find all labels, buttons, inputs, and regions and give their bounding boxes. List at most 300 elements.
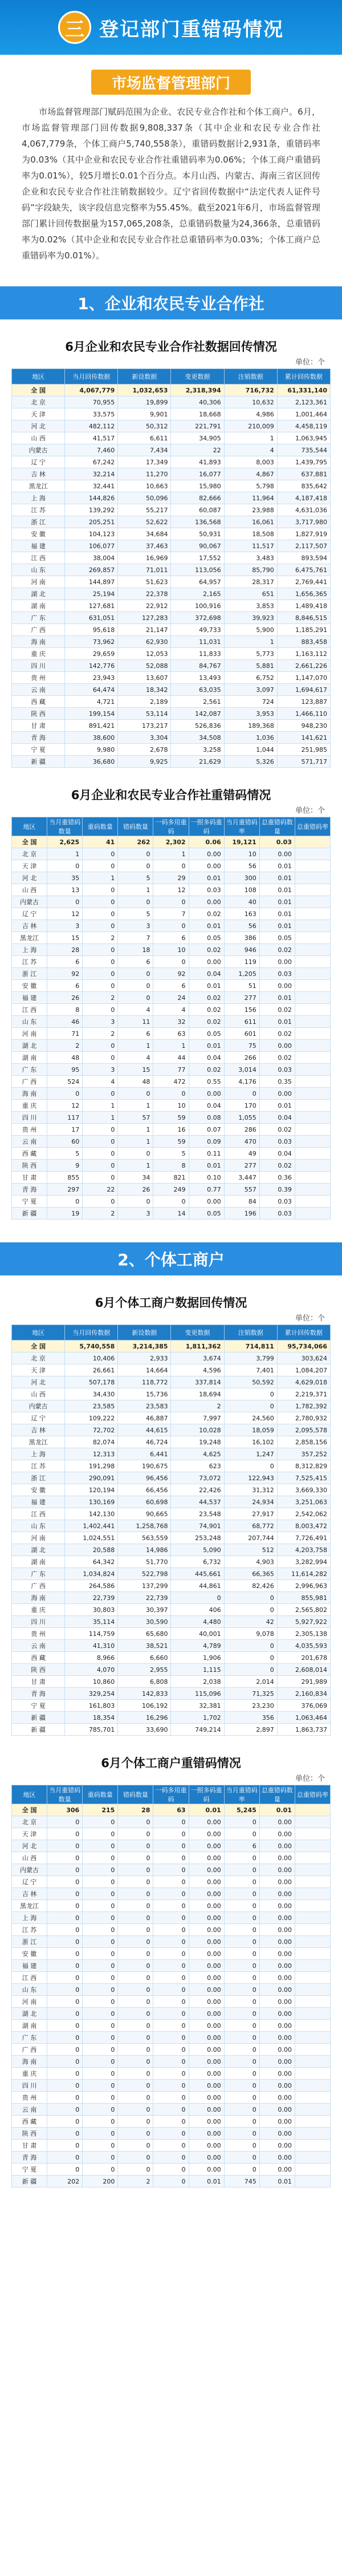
value-cell: 2,038 bbox=[171, 1676, 224, 1688]
value-cell: 0.00 bbox=[259, 2140, 295, 2152]
region-cell: 湖 北 bbox=[12, 2008, 47, 2020]
value-cell: 16 bbox=[153, 1124, 189, 1136]
value-cell: 0 bbox=[153, 1088, 189, 1100]
value-cell: 64,474 bbox=[65, 684, 118, 696]
value-cell: 0.00 bbox=[259, 980, 295, 992]
value-cell: 0 bbox=[47, 1936, 83, 1948]
value-cell: 19 bbox=[47, 1208, 83, 1220]
region-cell: 湖 南 bbox=[12, 600, 65, 612]
value-cell: 7,434 bbox=[118, 444, 171, 456]
value-cell: 0 bbox=[224, 1936, 259, 1948]
value-cell: 1 bbox=[118, 1100, 153, 1112]
value-cell: 0 bbox=[118, 2140, 153, 2152]
value-cell: 0 bbox=[83, 1828, 118, 1840]
table-row bbox=[12, 1196, 331, 1208]
value-cell: 724 bbox=[224, 696, 277, 708]
value-cell: 1,489,418 bbox=[277, 600, 330, 612]
value-cell: 0 bbox=[153, 1196, 189, 1208]
value-cell: 3,717,980 bbox=[277, 516, 330, 528]
value-cell bbox=[295, 872, 330, 884]
table-row bbox=[12, 480, 331, 492]
region-cell: 湖 北 bbox=[12, 1544, 65, 1556]
value-cell: 77 bbox=[153, 1064, 189, 1076]
value-cell: 17,552 bbox=[171, 552, 224, 564]
value-cell: 0 bbox=[47, 2140, 83, 2152]
value-cell: 6,441 bbox=[118, 1448, 171, 1460]
value-cell: 0.00 bbox=[259, 2116, 295, 2128]
value-cell: 2 bbox=[47, 1040, 83, 1052]
value-cell: 118,772 bbox=[118, 1376, 171, 1388]
table-row bbox=[12, 836, 331, 848]
value-cell: 0 bbox=[153, 1936, 189, 1948]
value-cell: 0.01 bbox=[259, 992, 295, 1004]
value-cell: 0.00 bbox=[259, 2020, 295, 2032]
region-cell: 辽 宁 bbox=[12, 456, 65, 468]
value-cell: 406 bbox=[171, 1604, 224, 1616]
value-cell: 16,296 bbox=[118, 1712, 171, 1724]
value-cell: 0 bbox=[118, 1912, 153, 1924]
value-cell: 1,702 bbox=[171, 1712, 224, 1724]
value-cell: 0.03 bbox=[259, 1064, 295, 1076]
value-cell: 67,242 bbox=[65, 456, 118, 468]
table-row bbox=[12, 1640, 331, 1652]
value-cell: 11 bbox=[118, 1016, 153, 1028]
value-cell: 253,248 bbox=[171, 1532, 224, 1544]
table-row bbox=[12, 1208, 331, 1220]
value-cell: 0 bbox=[153, 1900, 189, 1912]
value-cell: 0 bbox=[224, 1388, 277, 1400]
value-cell: 0.00 bbox=[259, 1960, 295, 1972]
value-cell: 749,214 bbox=[171, 1724, 224, 1736]
value-cell: 84 bbox=[224, 1196, 259, 1208]
region-cell: 青 海 bbox=[12, 1184, 47, 1196]
value-cell: 0.00 bbox=[189, 1972, 224, 1984]
region-cell: 安 徽 bbox=[12, 1484, 65, 1496]
value-cell: 0 bbox=[47, 1972, 83, 1984]
region-cell: 四 川 bbox=[12, 1616, 65, 1628]
table3-title: 6月个体工商户数据回传情况 bbox=[95, 1296, 247, 1310]
table3 bbox=[11, 1325, 331, 1736]
value-cell: 22,378 bbox=[118, 588, 171, 600]
table-row bbox=[12, 1436, 331, 1448]
value-cell: 0.00 bbox=[189, 2008, 224, 2020]
value-cell: 0.00 bbox=[259, 1840, 295, 1852]
table-row bbox=[12, 1028, 331, 1040]
value-cell: 0 bbox=[153, 1924, 189, 1936]
table-row bbox=[12, 720, 331, 732]
value-cell: 948,230 bbox=[277, 720, 330, 732]
value-cell: 785,701 bbox=[65, 1724, 118, 1736]
value-cell: 0 bbox=[224, 2008, 259, 2020]
table-row bbox=[12, 2044, 331, 2056]
value-cell: 0 bbox=[83, 1864, 118, 1876]
region-cell: 天 津 bbox=[12, 860, 47, 872]
value-cell: 1 bbox=[118, 884, 153, 896]
region-cell: 广 西 bbox=[12, 1580, 65, 1592]
value-cell: 95,734,066 bbox=[277, 1340, 330, 1352]
value-cell: 10,632 bbox=[224, 396, 277, 408]
value-cell: 12,313 bbox=[65, 1448, 118, 1460]
value-cell: 11,833 bbox=[171, 648, 224, 660]
value-cell: 5,798 bbox=[224, 480, 277, 492]
section-banner-enterprise: 1、企业和农民专业合作社 bbox=[0, 286, 342, 319]
value-cell: 306 bbox=[47, 1804, 83, 1816]
table-row bbox=[12, 1996, 331, 2008]
value-cell: 0 bbox=[153, 1864, 189, 1876]
value-cell: 0 bbox=[83, 1136, 118, 1148]
value-cell: 41,310 bbox=[65, 1640, 118, 1652]
value-cell bbox=[295, 2176, 330, 2188]
value-cell: 0 bbox=[83, 920, 118, 932]
value-cell: 0 bbox=[224, 1864, 259, 1876]
value-cell: 29,659 bbox=[65, 648, 118, 660]
column-header: 一照多码重码 bbox=[189, 817, 224, 836]
value-cell: 40,306 bbox=[171, 396, 224, 408]
table-row bbox=[12, 1924, 331, 1936]
table-row bbox=[12, 396, 331, 408]
region-cell: 浙 江 bbox=[12, 516, 65, 528]
value-cell: 2,780,932 bbox=[277, 1412, 330, 1424]
value-cell: 199,154 bbox=[65, 708, 118, 720]
value-cell: 163 bbox=[224, 908, 259, 920]
table-row bbox=[12, 1972, 331, 1984]
table-row bbox=[12, 2176, 331, 2188]
value-cell: 1,247 bbox=[224, 1448, 277, 1460]
table-row bbox=[12, 1628, 331, 1640]
region-cell: 陕 西 bbox=[12, 1664, 65, 1676]
value-cell: 3,483 bbox=[224, 552, 277, 564]
table-row bbox=[12, 1888, 331, 1900]
value-cell: 0.02 bbox=[259, 1124, 295, 1136]
region-cell: 黑龙江 bbox=[12, 480, 65, 492]
value-cell: 0.00 bbox=[189, 2164, 224, 2176]
value-cell bbox=[295, 944, 330, 956]
value-cell: 0 bbox=[224, 2056, 259, 2068]
value-cell: 266 bbox=[224, 1052, 259, 1064]
value-cell: 13,493 bbox=[171, 672, 224, 684]
value-cell: 0.00 bbox=[259, 2128, 295, 2140]
table-row bbox=[12, 732, 331, 744]
table-row bbox=[12, 2092, 331, 2104]
table-row bbox=[12, 672, 331, 684]
value-cell: 0 bbox=[47, 1088, 83, 1100]
value-cell: 0.00 bbox=[189, 2140, 224, 2152]
value-cell: 1 bbox=[118, 1124, 153, 1136]
table-row bbox=[12, 1004, 331, 1016]
value-cell: 0.01 bbox=[259, 896, 295, 908]
value-cell: 34,905 bbox=[171, 432, 224, 444]
value-cell: 4,187,418 bbox=[277, 492, 330, 504]
value-cell: 5 bbox=[118, 872, 153, 884]
value-cell: 106,077 bbox=[65, 540, 118, 552]
value-cell: 0.00 bbox=[259, 2044, 295, 2056]
value-cell: 0.10 bbox=[189, 1172, 224, 1184]
value-cell: 2,678 bbox=[118, 744, 171, 756]
value-cell bbox=[295, 1960, 330, 1972]
column-header: 注销数据 bbox=[224, 369, 277, 384]
value-cell: 104,123 bbox=[65, 528, 118, 540]
table-row bbox=[12, 968, 331, 980]
region-cell: 黑龙江 bbox=[12, 1900, 47, 1912]
value-cell: 32 bbox=[153, 1016, 189, 1028]
value-cell: 1,811,362 bbox=[171, 1340, 224, 1352]
column-header: 新设数据 bbox=[118, 369, 171, 384]
value-cell: 72,702 bbox=[65, 1424, 118, 1436]
value-cell: 735,544 bbox=[277, 444, 330, 456]
value-cell: 0 bbox=[47, 2104, 83, 2116]
value-cell: 4,903 bbox=[224, 1556, 277, 1568]
value-cell: 8,312,829 bbox=[277, 1460, 330, 1472]
value-cell bbox=[295, 1028, 330, 1040]
table-row bbox=[12, 896, 331, 908]
value-cell: 0.01 bbox=[189, 872, 224, 884]
value-cell: 601 bbox=[224, 1028, 259, 1040]
value-cell: 2,769,441 bbox=[277, 576, 330, 588]
region-cell: 甘 肃 bbox=[12, 720, 65, 732]
value-cell: 0 bbox=[118, 2092, 153, 2104]
table-row bbox=[12, 1960, 331, 1972]
value-cell: 6,752 bbox=[224, 672, 277, 684]
region-cell: 北 京 bbox=[12, 1352, 65, 1364]
value-cell: 41,893 bbox=[171, 456, 224, 468]
value-cell: 136,568 bbox=[171, 516, 224, 528]
value-cell: 16,061 bbox=[224, 516, 277, 528]
value-cell: 386 bbox=[224, 932, 259, 944]
value-cell: 10,663 bbox=[118, 480, 171, 492]
value-cell: 482,112 bbox=[65, 420, 118, 432]
value-cell: 0 bbox=[224, 1664, 277, 1676]
value-cell: 262 bbox=[118, 836, 153, 848]
value-cell: 2,661,226 bbox=[277, 660, 330, 672]
value-cell: 0 bbox=[83, 1948, 118, 1960]
value-cell: 10 bbox=[153, 944, 189, 956]
value-cell: 0 bbox=[224, 1652, 277, 1664]
region-cell: 内蒙古 bbox=[12, 444, 65, 456]
region-cell: 辽 宁 bbox=[12, 908, 47, 920]
value-cell: 0 bbox=[224, 1960, 259, 1972]
value-cell: 6 bbox=[224, 1840, 259, 1852]
value-cell: 0 bbox=[83, 2092, 118, 2104]
value-cell: 9,078 bbox=[224, 1628, 277, 1640]
value-cell: 4,789 bbox=[171, 1640, 224, 1652]
value-cell: 2 bbox=[83, 1208, 118, 1220]
value-cell: 114,759 bbox=[65, 1628, 118, 1640]
value-cell: 0 bbox=[224, 1984, 259, 1996]
value-cell: 0 bbox=[118, 2152, 153, 2164]
table-row bbox=[12, 1568, 331, 1580]
value-cell: 1,001,464 bbox=[277, 408, 330, 420]
region-cell: 吉 林 bbox=[12, 920, 47, 932]
value-cell: 0.00 bbox=[259, 956, 295, 968]
table-row bbox=[12, 1592, 331, 1604]
value-cell: 2,219,371 bbox=[277, 1388, 330, 1400]
region-cell: 天 津 bbox=[12, 1828, 47, 1840]
value-cell: 62,930 bbox=[118, 636, 171, 648]
value-cell: 2,858,156 bbox=[277, 1436, 330, 1448]
value-cell: 48 bbox=[47, 1052, 83, 1064]
table-row bbox=[12, 516, 331, 528]
value-cell: 34 bbox=[118, 1172, 153, 1184]
table-row bbox=[12, 1100, 331, 1112]
table-row bbox=[12, 1900, 331, 1912]
value-cell bbox=[295, 1160, 330, 1172]
value-cell: 18,354 bbox=[65, 1712, 118, 1724]
value-cell: 4,480 bbox=[171, 1616, 224, 1628]
value-cell bbox=[295, 1208, 330, 1220]
value-cell: 0.00 bbox=[189, 1828, 224, 1840]
value-cell: 1,063,464 bbox=[277, 1712, 330, 1724]
value-cell bbox=[295, 1136, 330, 1148]
value-cell: 821 bbox=[153, 1172, 189, 1184]
value-cell: 73,962 bbox=[65, 636, 118, 648]
value-cell: 0 bbox=[83, 2020, 118, 2032]
value-cell: 472 bbox=[153, 1076, 189, 1088]
region-cell: 山 东 bbox=[12, 1016, 47, 1028]
value-cell: 0.05 bbox=[189, 932, 224, 944]
value-cell: 0 bbox=[47, 2152, 83, 2164]
region-cell: 宁 夏 bbox=[12, 1700, 65, 1712]
table-header-row bbox=[12, 1785, 331, 1804]
value-cell: 23,230 bbox=[224, 1700, 277, 1712]
value-cell: 7,401 bbox=[224, 1364, 277, 1376]
value-cell: 0 bbox=[118, 2164, 153, 2176]
value-cell: 0 bbox=[224, 1972, 259, 1984]
value-cell: 0.02 bbox=[259, 1160, 295, 1172]
table-row bbox=[12, 1840, 331, 1852]
value-cell: 46,724 bbox=[118, 1436, 171, 1448]
value-cell: 4,596 bbox=[171, 1364, 224, 1376]
value-cell: 0 bbox=[224, 1900, 259, 1912]
value-cell: 29 bbox=[153, 872, 189, 884]
value-cell: 1,656,365 bbox=[277, 588, 330, 600]
region-cell: 湖 南 bbox=[12, 1052, 47, 1064]
value-cell: 49 bbox=[224, 1148, 259, 1160]
value-cell: 2,305,138 bbox=[277, 1628, 330, 1640]
value-cell: 92 bbox=[153, 968, 189, 980]
region-cell: 四 川 bbox=[12, 1112, 47, 1124]
value-cell: 0 bbox=[224, 2152, 259, 2164]
value-cell: 0.00 bbox=[259, 2152, 295, 2164]
table-row bbox=[12, 528, 331, 540]
value-cell: 0 bbox=[83, 1004, 118, 1016]
value-cell: 3,014 bbox=[224, 1064, 259, 1076]
value-cell: 0 bbox=[118, 968, 153, 980]
intro-paragraph: 市场监督管理部门赋码范围为企业、农民专业合作社和个体工商户。6月，市场监督管理部门回传数据9,808,337条（其中企业和农民专业合作社4,067,779条，个体工商户5,740,558条），重错码数据计2,931条，重错码率为0.03%（其中企业和农民专业合作社重错码率为0.06%；个体工商户重错码率为0.01%），较5月增长0.01个百分点。本月山西、内蒙古、海南三省区回传企业和农民专业合作社注销数据较少。辽宁省回传数据中“法定代表人证件号码”字段缺失，该字段信息完整率为55.45%。截至2021年6月，市场监督管理部门累计回传数据量为157,065,208条，总重错码数量为24,366条，总重错码率为0.02%（其中企业和农民专业合作社总重错码率为0.03%；个体工商户总重错码率为0.01%）。 bbox=[22, 107, 320, 261]
value-cell: 2,189 bbox=[118, 696, 171, 708]
value-cell: 1 bbox=[83, 1112, 118, 1124]
value-cell: 221,791 bbox=[171, 420, 224, 432]
value-cell: 215 bbox=[83, 1804, 118, 1816]
value-cell: 0 bbox=[47, 2164, 83, 2176]
value-cell: 2 bbox=[83, 932, 118, 944]
value-cell: 23,988 bbox=[224, 504, 277, 516]
value-cell: 0.00 bbox=[259, 1088, 295, 1100]
value-cell: 0.00 bbox=[259, 2056, 295, 2068]
value-cell: 0 bbox=[118, 1900, 153, 1912]
value-cell: 0 bbox=[153, 2044, 189, 2056]
value-cell: 6 bbox=[118, 956, 153, 968]
value-cell: 6,732 bbox=[171, 1556, 224, 1568]
value-cell: 0 bbox=[224, 2044, 259, 2056]
value-cell: 0 bbox=[47, 2044, 83, 2056]
table-row bbox=[12, 1088, 331, 1100]
value-cell: 0 bbox=[83, 1148, 118, 1160]
value-cell: 74,901 bbox=[171, 1520, 224, 1532]
value-cell bbox=[295, 848, 330, 860]
value-cell: 5 bbox=[153, 1148, 189, 1160]
value-cell: 0 bbox=[224, 2080, 259, 2092]
region-cell: 上 海 bbox=[12, 1912, 47, 1924]
value-cell: 0 bbox=[118, 2056, 153, 2068]
value-cell: 15,736 bbox=[118, 1388, 171, 1400]
value-cell: 893,594 bbox=[277, 552, 330, 564]
value-cell: 51,770 bbox=[118, 1556, 171, 1568]
value-cell: 0.00 bbox=[189, 1852, 224, 1864]
value-cell: 470 bbox=[224, 1136, 259, 1148]
value-cell: 0 bbox=[224, 1400, 277, 1412]
value-cell: 41,517 bbox=[65, 432, 118, 444]
value-cell: 189,368 bbox=[224, 720, 277, 732]
value-cell: 28 bbox=[118, 1804, 153, 1816]
value-cell: 0 bbox=[47, 1984, 83, 1996]
table-row bbox=[12, 576, 331, 588]
region-cell: 广 西 bbox=[12, 2044, 47, 2056]
value-cell: 0.00 bbox=[189, 2020, 224, 2032]
table-row bbox=[12, 860, 331, 872]
table1-unit: 单位：个 bbox=[295, 358, 325, 367]
value-cell: 0 bbox=[118, 1876, 153, 1888]
table-row bbox=[12, 1804, 331, 1816]
value-cell: 0.00 bbox=[189, 1900, 224, 1912]
table-row bbox=[12, 1484, 331, 1496]
value-cell: 5,927,922 bbox=[277, 1616, 330, 1628]
value-cell: 0.01 bbox=[259, 920, 295, 932]
table-row bbox=[12, 1172, 331, 1184]
region-cell: 湖 南 bbox=[12, 1556, 65, 1568]
value-cell: 291,989 bbox=[277, 1676, 330, 1688]
value-cell: 35 bbox=[47, 872, 83, 884]
region-cell: 重 庆 bbox=[12, 2068, 47, 2080]
value-cell: 0.00 bbox=[189, 1948, 224, 1960]
value-cell: 0 bbox=[83, 1936, 118, 1948]
value-cell: 6,660 bbox=[118, 1652, 171, 1664]
value-cell: 130,169 bbox=[65, 1496, 118, 1508]
region-cell: 山 东 bbox=[12, 1984, 47, 1996]
value-cell: 1,063,945 bbox=[277, 432, 330, 444]
table-row bbox=[12, 1532, 331, 1544]
value-cell bbox=[295, 1816, 330, 1828]
value-cell: 56 bbox=[224, 920, 259, 932]
region-cell: 海 南 bbox=[12, 2056, 47, 2068]
region-cell: 安 徽 bbox=[12, 1948, 47, 1960]
column-header: 重码数量 bbox=[83, 1785, 118, 1804]
table-row bbox=[12, 1472, 331, 1484]
region-cell: 黑龙江 bbox=[12, 932, 47, 944]
value-cell: 0.04 bbox=[189, 968, 224, 980]
value-cell bbox=[295, 1876, 330, 1888]
region-cell: 安 徽 bbox=[12, 528, 65, 540]
value-cell: 0 bbox=[83, 2116, 118, 2128]
region-cell: 新 疆 bbox=[12, 756, 65, 768]
table-row bbox=[12, 848, 331, 860]
value-cell: 0.00 bbox=[259, 2164, 295, 2176]
value-cell: 0.00 bbox=[189, 2092, 224, 2104]
value-cell: 0.00 bbox=[189, 1840, 224, 1852]
value-cell: 0.00 bbox=[259, 2092, 295, 2104]
value-cell: 0.77 bbox=[189, 1184, 224, 1196]
region-cell: 青 海 bbox=[12, 2152, 47, 2164]
value-cell: 0.00 bbox=[189, 1864, 224, 1876]
